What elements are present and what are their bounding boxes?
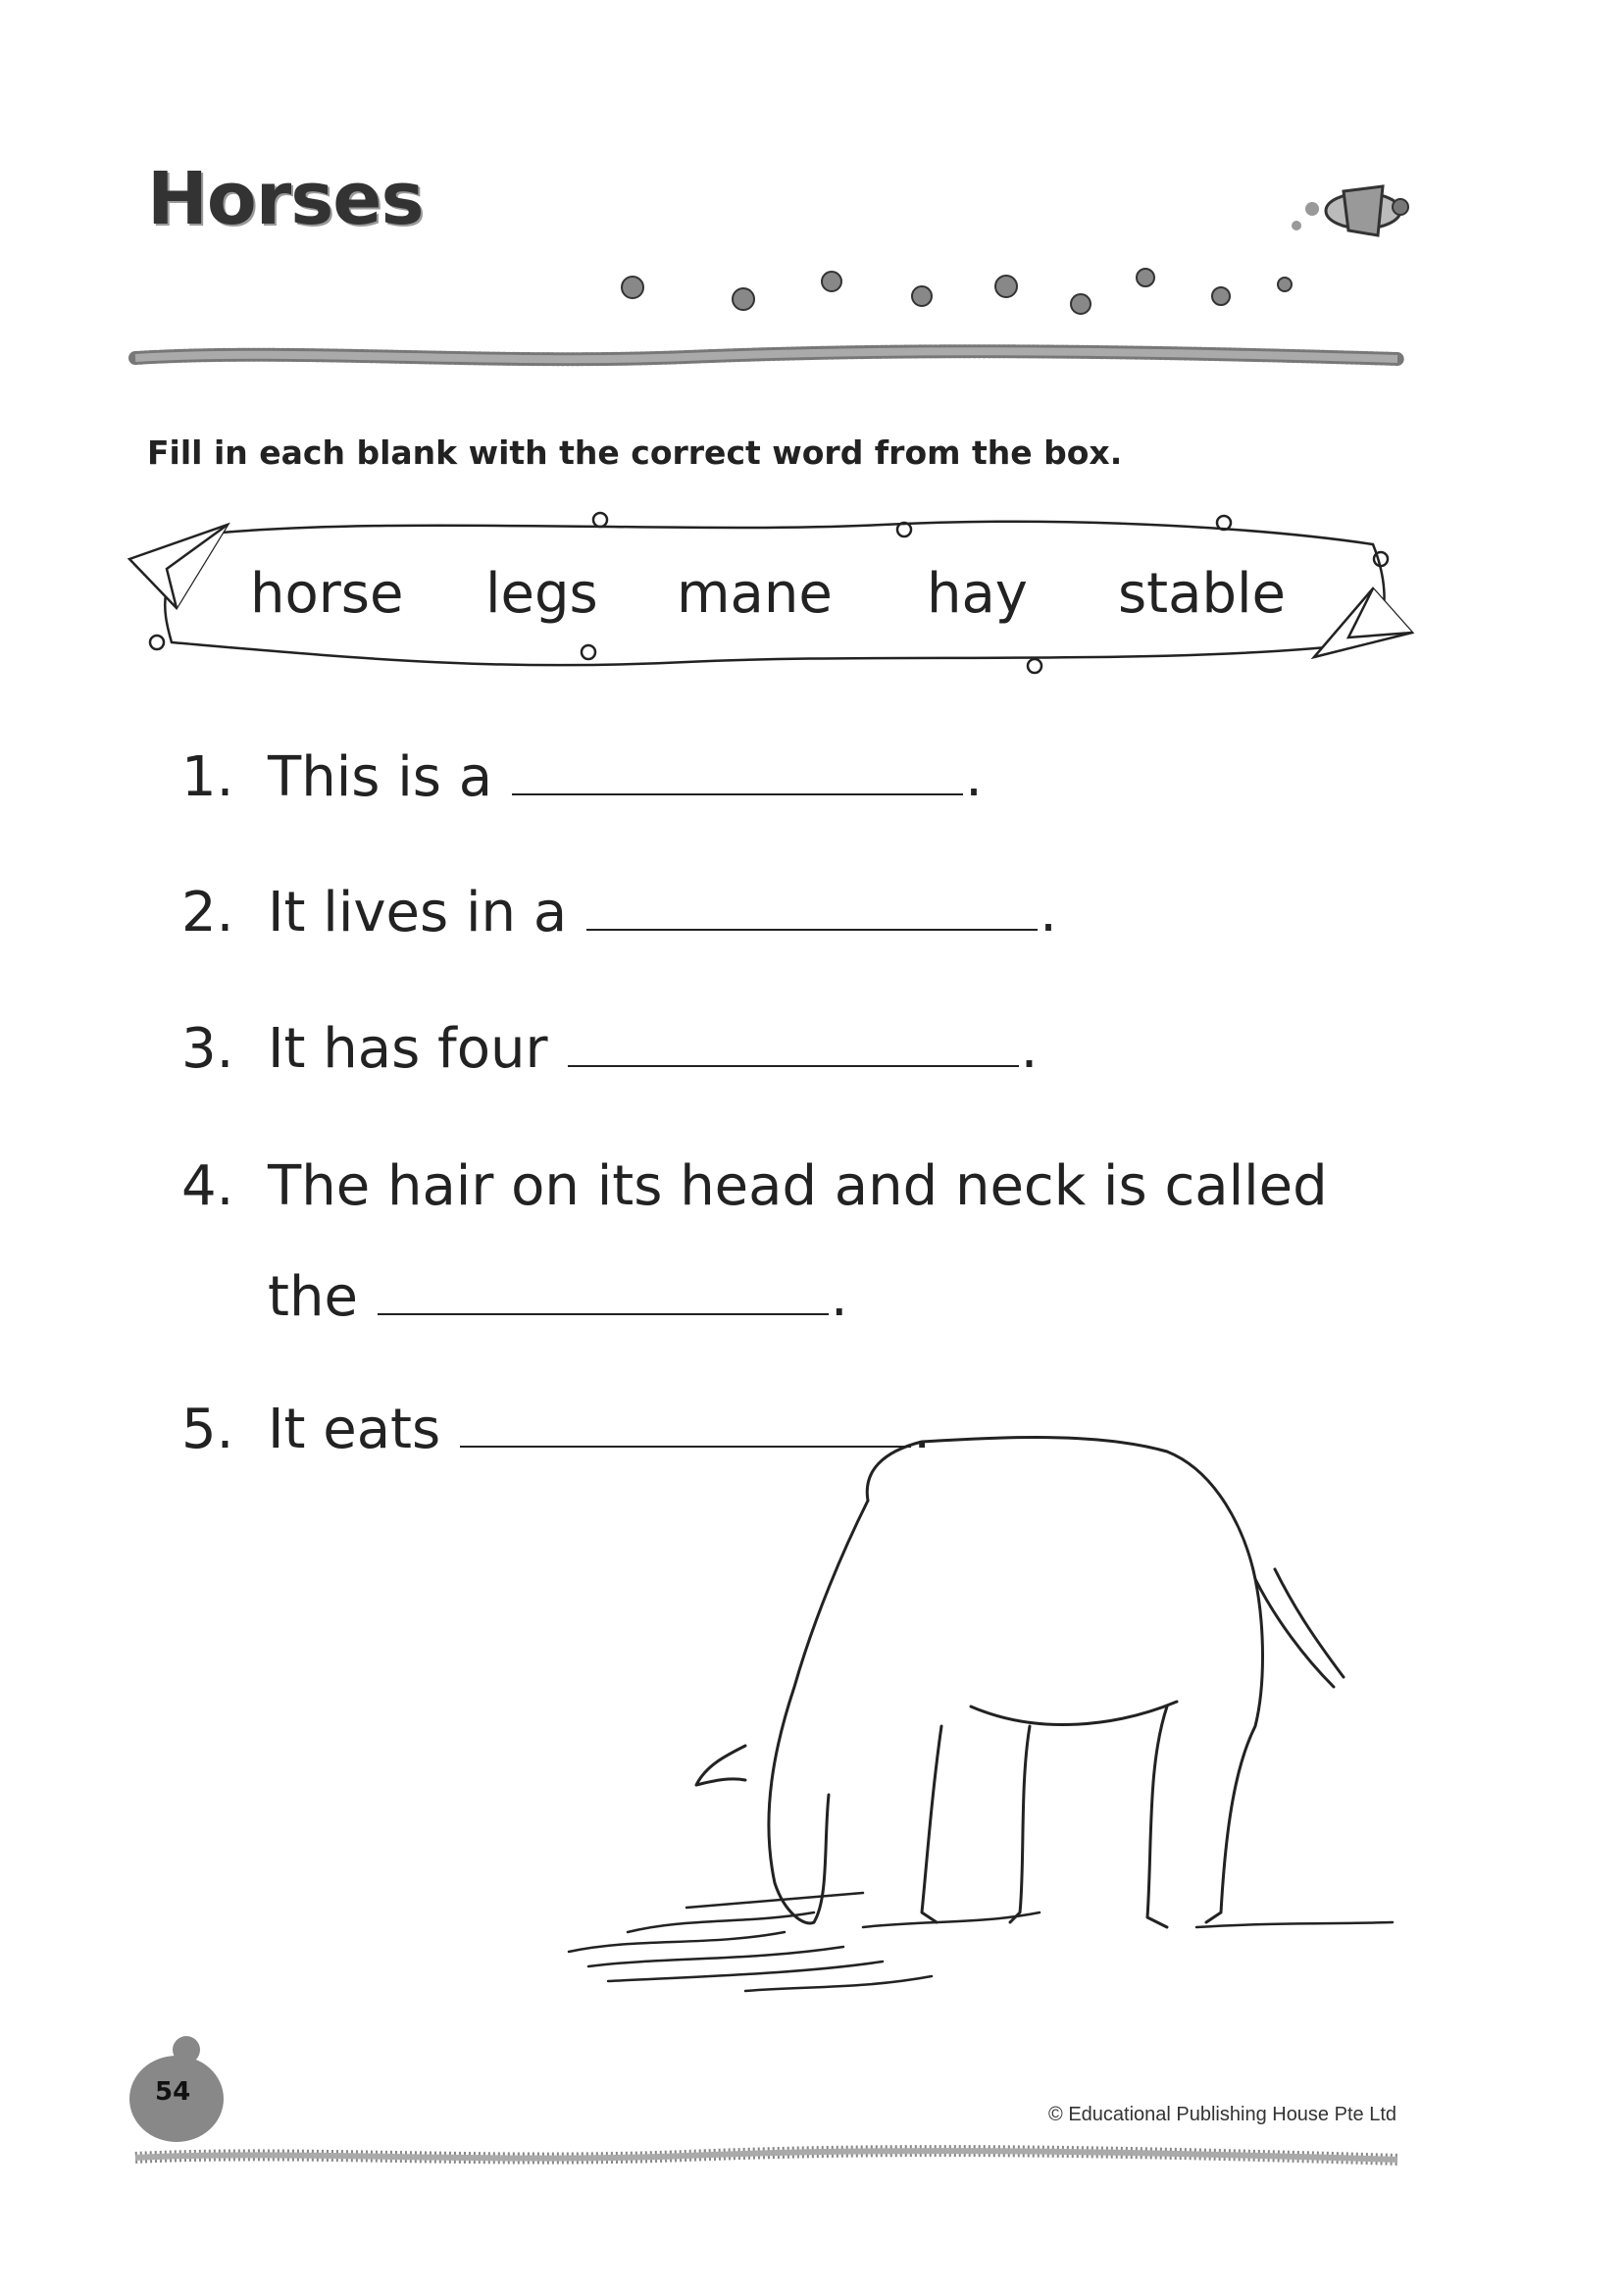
question-3 xyxy=(181,1017,1038,1081)
paper-plane-icon xyxy=(129,525,228,608)
word-horse: horse xyxy=(250,562,404,626)
flower-icon xyxy=(912,286,932,306)
word-stable: stable xyxy=(1118,562,1287,626)
answer-blank[interactable] xyxy=(586,919,1038,931)
question-end: . xyxy=(1040,881,1057,944)
question-number: 1. xyxy=(181,745,234,809)
question-text: the xyxy=(268,1265,358,1329)
question-end: . xyxy=(1020,1017,1039,1081)
hay-illustration xyxy=(569,1893,1393,1991)
question-4 xyxy=(181,1154,1328,1218)
page-title: Horses xyxy=(147,157,424,241)
word-mane: mane xyxy=(677,562,833,626)
flower-icon xyxy=(733,288,754,310)
question-number: 4. xyxy=(181,1154,234,1218)
flower-icon xyxy=(1278,278,1292,291)
question-text: This is a xyxy=(268,745,493,809)
question-end: . xyxy=(830,1265,848,1329)
copyright-notice: © Educational Publishing House Pte Ltd xyxy=(1048,2104,1396,2125)
question-4-continuation xyxy=(268,1265,848,1329)
question-text: It eats xyxy=(268,1398,441,1461)
flower-icon xyxy=(995,276,1017,297)
flower-trail xyxy=(622,269,1292,314)
word-box xyxy=(250,562,1290,640)
word-hay: hay xyxy=(927,562,1028,626)
horse-illustration xyxy=(696,1438,1344,1927)
question-2 xyxy=(181,881,1057,944)
answer-blank[interactable] xyxy=(378,1303,829,1315)
question-end: . xyxy=(965,745,983,809)
answer-blank[interactable] xyxy=(512,784,963,795)
question-number: 3. xyxy=(181,1017,234,1081)
flower-icon xyxy=(622,277,643,298)
word-legs: legs xyxy=(485,562,598,626)
airplane-icon xyxy=(1292,186,1408,235)
flower-icon xyxy=(1212,287,1230,305)
question-1 xyxy=(181,745,983,809)
question-number: 5. xyxy=(181,1398,234,1461)
answer-blank[interactable] xyxy=(568,1055,1019,1067)
question-5 xyxy=(181,1398,931,1461)
instruction-text: Fill in each blank with the correct word from the box. xyxy=(147,433,1123,472)
flower-icon xyxy=(822,272,841,291)
answer-blank[interactable] xyxy=(460,1436,911,1448)
page-number: 54 xyxy=(155,2077,191,2107)
question-text: It lives in a xyxy=(268,881,568,944)
question-number: 2. xyxy=(181,881,234,944)
question-text: It has four xyxy=(268,1017,548,1081)
flower-icon xyxy=(1137,269,1154,286)
question-end: . xyxy=(913,1398,931,1461)
flower-icon xyxy=(1071,294,1091,314)
question-text: The hair on its head and neck is called xyxy=(268,1154,1328,1218)
paper-plane-icon xyxy=(1314,588,1412,657)
